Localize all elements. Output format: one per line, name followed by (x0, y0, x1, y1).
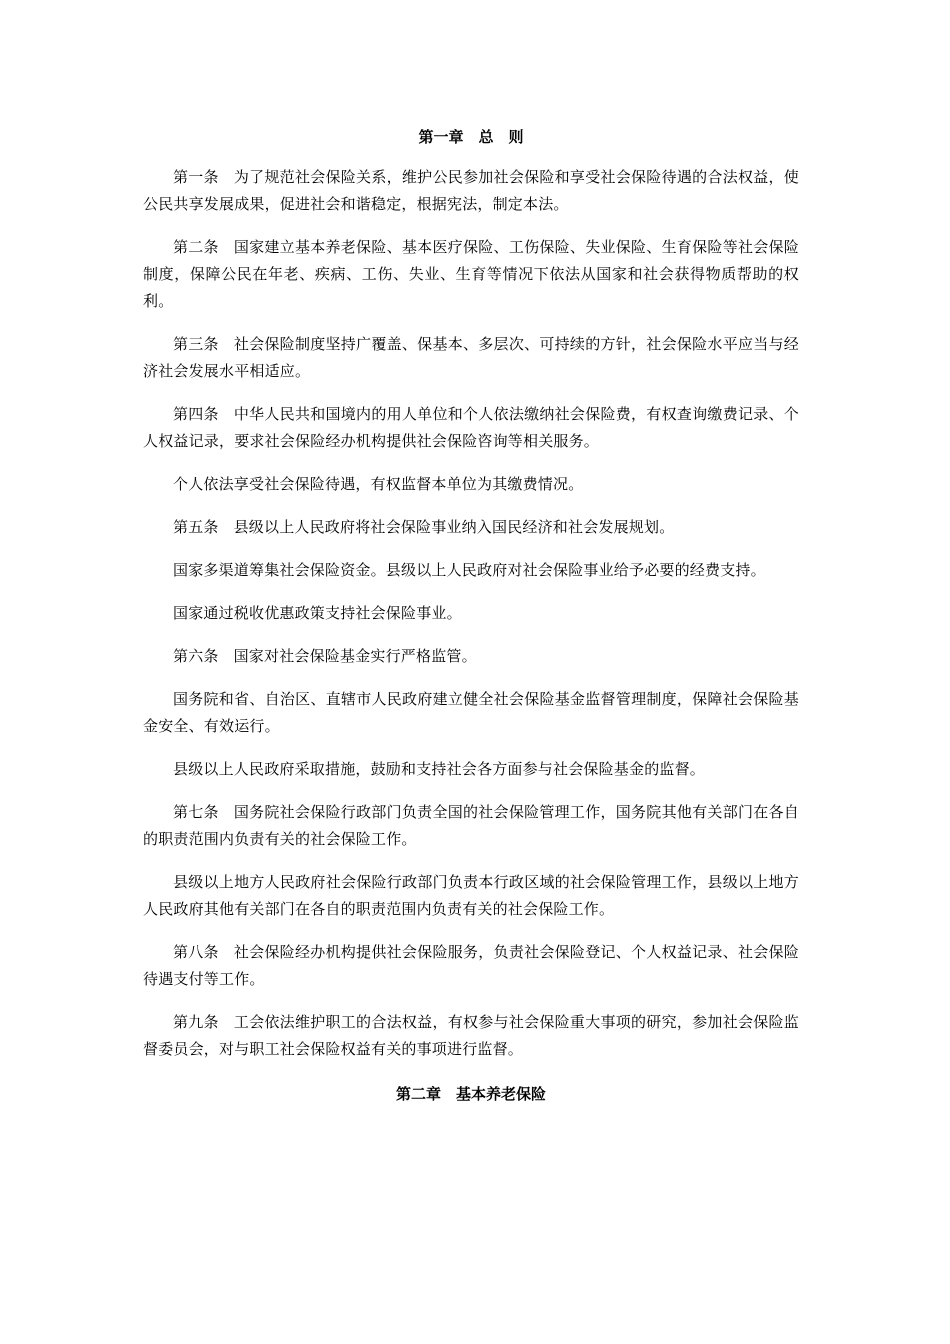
article-label: 第四条 (173, 405, 219, 423)
article-text: 工会依法维护职工的合法权益，有权参与社会保险重大事项的研究，参加社会保险监督委员会，对与职工社会保险权益有关的事项进行监督。 (143, 1013, 800, 1058)
chapter-1-heading: 第一章 总 则 (418, 128, 524, 146)
article-text: 社会保险经办机构提供社会保险服务，负责社会保险登记、个人权益记录、社会保险待遇支付等工作。 (143, 943, 800, 988)
article-3 (143, 331, 799, 385)
article-4-paragraph-2 (143, 471, 799, 498)
article-6-paragraph-3 (143, 756, 799, 783)
article-label: 第八条 (173, 943, 219, 961)
article-5 (143, 514, 799, 541)
article-2 (143, 234, 799, 315)
article-text: 为了规范社会保险关系，维护公民参加社会保险和享受社会保险待遇的合法权益，使公民共享发展成果，促进社会和谐稳定，根据宪法，制定本法。 (143, 168, 800, 213)
paragraph-text: 国家通过税收优惠政策支持社会保险事业。 (173, 604, 462, 622)
article-label: 第一条 (173, 168, 219, 186)
chapter-2-heading: 第二章 基本养老保险 (395, 1085, 546, 1103)
article-label: 第二条 (173, 238, 219, 256)
article-5-paragraph-2 (143, 557, 799, 584)
article-6 (143, 643, 799, 670)
article-9 (143, 1009, 799, 1063)
article-8 (143, 939, 799, 993)
article-text: 社会保险制度坚持广覆盖、保基本、多层次、可持续的方针，社会保险水平应当与经济社会发展水平相适应。 (143, 335, 800, 380)
paragraph-text: 国家多渠道筹集社会保险资金。县级以上人民政府对社会保险事业给予必要的经费支持。 (173, 561, 766, 579)
paragraph-text: 县级以上人民政府采取措施，鼓励和支持社会各方面参与社会保险基金的监督。 (173, 760, 706, 778)
document-page (143, 122, 799, 1109)
article-label: 第九条 (173, 1013, 219, 1031)
paragraph-text: 国务院和省、自治区、直辖市人民政府建立健全社会保险基金监督管理制度，保障社会保险基金安全、有效运行。 (143, 690, 799, 735)
article-4 (143, 401, 799, 455)
article-text: 县级以上人民政府将社会保险事业纳入国民经济和社会发展规划。 (233, 518, 675, 536)
article-label: 第六条 (173, 647, 219, 665)
article-7 (143, 799, 799, 853)
article-6-paragraph-2 (143, 686, 799, 740)
article-text: 国务院社会保险行政部门负责全国的社会保险管理工作，国务院其他有关部门在各自的职责范围内负责有关的社会保险工作。 (143, 803, 800, 848)
article-1 (143, 164, 799, 218)
article-label: 第五条 (173, 518, 219, 536)
article-5-paragraph-3 (143, 600, 799, 627)
article-text: 国家建立基本养老保险、基本医疗保险、工伤保险、失业保险、生育保险等社会保险制度，保障公民在年老、疾病、工伤、失业、生育等情况下依法从国家和社会获得物质帮助的权利。 (143, 238, 800, 310)
paragraph-text: 县级以上地方人民政府社会保险行政部门负责本行政区域的社会保险管理工作，县级以上地方人民政府其他有关部门在各自的职责范围内负责有关的社会保险工作。 (143, 873, 799, 918)
article-label: 第七条 (173, 803, 219, 821)
article-7-paragraph-2 (143, 869, 799, 923)
paragraph-text: 个人依法享受社会保险待遇，有权监督本单位为其缴费情况。 (173, 475, 584, 493)
article-label: 第三条 (173, 335, 219, 353)
article-text: 国家对社会保险基金实行严格监管。 (233, 647, 477, 665)
article-text: 中华人民共和国境内的用人单位和个人依法缴纳社会保险费，有权查询缴费记录、个人权益记录，要求社会保险经办机构提供社会保险咨询等相关服务。 (143, 405, 800, 450)
